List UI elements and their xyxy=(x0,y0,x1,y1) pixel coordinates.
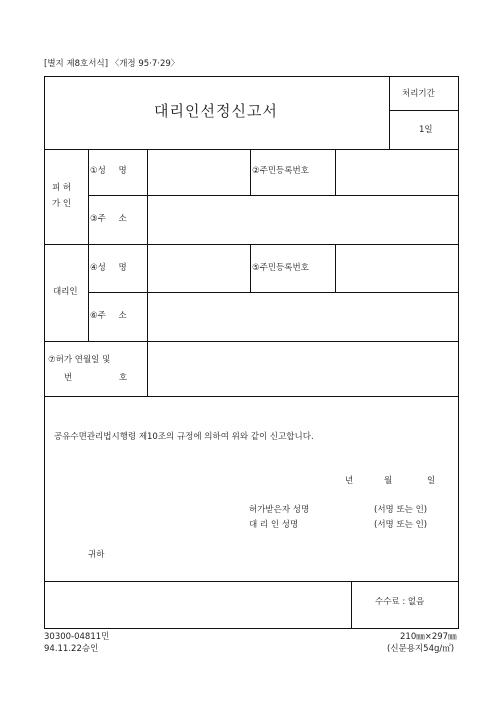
licensee-row-divider xyxy=(88,195,459,196)
date-day: 일 xyxy=(427,476,436,486)
licensee-section-label-2: 가 인 xyxy=(52,199,72,209)
fee-top-line xyxy=(44,581,459,582)
processing-period-value: 1일 xyxy=(419,125,433,135)
permit-label-2: 번 호 xyxy=(64,373,128,383)
form-number: 30300-04811민 xyxy=(44,632,110,642)
fee-text: 수수료 : 없음 xyxy=(375,597,425,607)
licensee-name-label: ①성 명 xyxy=(90,166,127,176)
licensee-signature-mark: (서명 또는 인) xyxy=(374,505,428,515)
paper-size: 210㎜×297㎜ xyxy=(400,632,457,642)
paper-type: (신문용지54g/㎡) xyxy=(387,644,455,654)
permit-bottom-line xyxy=(44,396,459,397)
licensee-address-label: ③주 소 xyxy=(90,214,127,224)
permit-label-1: ⑦허가 연월일 및 xyxy=(48,355,111,365)
licensee-bottom-line xyxy=(44,244,459,245)
form-title: 대리인선정신고서 xyxy=(154,102,278,120)
licensee-regno-line-left xyxy=(250,149,251,195)
agent-row-divider xyxy=(88,292,459,293)
agent-regno-line-right xyxy=(335,244,336,292)
agent-bottom-line xyxy=(44,341,459,342)
agent-address-label: ⑥주 소 xyxy=(90,311,127,321)
agent-section-label: 대리인 xyxy=(53,287,78,297)
period-divider xyxy=(389,110,459,111)
section-label-line xyxy=(88,149,89,341)
agent-signature-mark: (서명 또는 인) xyxy=(374,520,428,530)
title-bottom-line xyxy=(44,149,459,150)
fee-column-line xyxy=(351,581,352,629)
licensee-regno-label: ②주민등록번호 xyxy=(252,166,309,176)
recipient-label: 귀하 xyxy=(88,550,105,560)
agent-regno-label: ⑤주민등록번호 xyxy=(252,263,309,273)
agent-name-label: ④성 명 xyxy=(90,263,127,273)
licensee-signature-label: 허가받은자 성명 xyxy=(249,505,310,515)
form-reference: [별지 제8호서식] 〈개정 95·7·29〉 xyxy=(44,59,180,69)
processing-period-label: 처리기간 xyxy=(402,89,435,99)
approval-date: 94.11.22승인 xyxy=(44,644,99,654)
field-label-line xyxy=(147,149,148,396)
form-frame xyxy=(44,76,459,629)
date-month: 월 xyxy=(384,476,393,486)
date-year: 년 xyxy=(345,476,354,486)
licensee-section-label-1: 피 허 xyxy=(52,183,72,193)
declaration-text: 공유수면관리법시행령 제10조의 규정에 의하여 위와 같이 신고합니다. xyxy=(54,432,314,442)
period-column-line xyxy=(389,76,390,149)
agent-signature-label: 대 리 인 성명 xyxy=(249,520,299,530)
agent-regno-line-left xyxy=(250,244,251,292)
licensee-regno-line-right xyxy=(335,149,336,195)
